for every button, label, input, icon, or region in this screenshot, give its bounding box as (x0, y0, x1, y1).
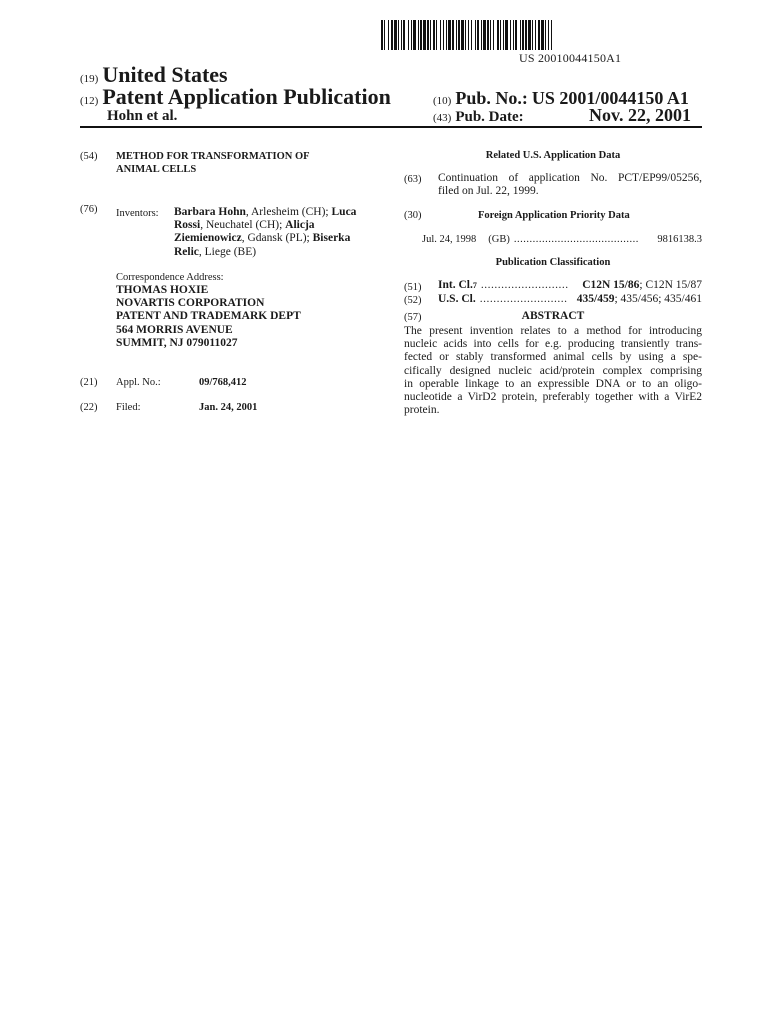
title-line: METHOD FOR TRANSFORMATION OF (116, 151, 310, 162)
abstract-line: fected or stably transformed animal cells by using a spe- (404, 351, 702, 364)
inid-code: (51) (404, 282, 422, 293)
inventor-line (174, 219, 374, 232)
us-cl-secondary: ; 435/456; 435/461 (614, 293, 702, 305)
us-cl-primary: 435/459 (576, 293, 615, 305)
correspondence-address (116, 284, 301, 350)
inid-code: (22) (80, 402, 98, 413)
abstract-heading: ABSTRACT (521, 310, 585, 322)
inventors-label: Inventors: (116, 208, 159, 219)
inventor-name: Ziemienowicz (174, 232, 242, 245)
inid-code: (52) (404, 295, 422, 306)
abstract-line: protein. (404, 404, 440, 417)
abstract-line: cifically designed nucleic acid/protein complex comprising (404, 364, 702, 377)
inventor-short: Hohn et al. (107, 108, 178, 124)
inventor-location: , Liege (BE) (198, 245, 257, 258)
filed-label: Filed: (116, 402, 141, 413)
inid-code: (43) (433, 112, 452, 124)
related-heading: Related U.S. Application Data (485, 150, 621, 161)
address-line: THOMAS HOXIE (116, 284, 209, 296)
pub-number-label: Pub. No.: (455, 88, 528, 108)
appl-no-label: Appl. No.: (116, 377, 161, 388)
doc-type-line (80, 84, 391, 110)
foreign-heading: Foreign Application Priority Data (478, 210, 630, 221)
country-name: United States (102, 62, 228, 87)
foreign-country: (GB) (488, 234, 510, 245)
abstract-line: nucleic acids into cells for e.g. producing transiently trans- (404, 338, 702, 351)
foreign-date: Jul. 24, 1998 (422, 234, 477, 245)
continuation-text (438, 172, 702, 198)
foreign-number: 9816138.3 (657, 234, 702, 245)
inid-code: (54) (80, 151, 98, 162)
inid-code: (30) (404, 210, 422, 221)
barcode-image (381, 20, 701, 50)
address-line: 564 MORRIS AVENUE (116, 323, 233, 336)
int-cl-edition: 7 (472, 281, 477, 290)
inventor-name: Rossi (174, 219, 201, 232)
inventor-line (174, 206, 374, 219)
inventor-name: Luca (331, 206, 357, 218)
barcode-number: US 20010044150A1 (519, 51, 622, 65)
pub-number: US 2001/0044150 A1 (531, 88, 689, 108)
leader-dots: .......................... (480, 279, 569, 291)
foreign-priority-row (422, 233, 702, 246)
leader-dots: ........................................ (513, 234, 639, 245)
address-line: NOVARTIS CORPORATION (116, 297, 265, 310)
abstract-line: The present invention relates to a method for introducing (404, 325, 702, 337)
abstract-line: in operable linkage to an expressible DNA or to an oligo- (404, 377, 702, 390)
inventor-name: Relic (174, 245, 199, 258)
abstract-line: nucleotide a VirD2 protein, preferably together with a VirE2 (404, 391, 702, 404)
pub-date-line (433, 108, 524, 126)
continuation-line: filed on Jul. 22, 1999. (438, 185, 539, 198)
inventor-line (174, 232, 374, 245)
inid-code: (63) (404, 174, 422, 185)
inventor-name: Biserka (312, 232, 351, 245)
pub-date: Nov. 22, 2001 (589, 105, 692, 125)
invention-title (116, 150, 310, 176)
pub-date-label: Pub. Date: (455, 109, 524, 125)
int-cl-label: Int. Cl. (438, 279, 473, 291)
abstract-body (404, 325, 702, 417)
inventor-location: , Neuchatel (CH); (200, 219, 286, 232)
inventor-location: , Gdansk (PL); (241, 232, 313, 245)
us-cl-row (438, 293, 702, 306)
inventors-list (174, 206, 374, 259)
inid-code: (12) (80, 95, 99, 107)
us-cl-label: U.S. Cl. (438, 293, 476, 305)
int-cl-row (438, 279, 702, 292)
inventor-name: Alicja (285, 219, 315, 232)
title-line: ANIMAL CELLS (116, 164, 197, 175)
int-cl-primary: C12N 15/86 (582, 279, 640, 291)
inventor-location: , Arlesheim (CH); (245, 206, 332, 218)
inid-code: (10) (433, 95, 452, 107)
inventor-line (174, 246, 374, 259)
continuation-line: Continuation of application No. PCT/EP99/05256, (438, 172, 702, 184)
filed-date: Jan. 24, 2001 (199, 402, 258, 413)
inid-code: (76) (80, 204, 98, 215)
barcode-bar (552, 20, 553, 50)
doc-type: Patent Application Publication (102, 84, 391, 109)
appl-no: 09/768,412 (199, 377, 247, 388)
inid-code: (57) (404, 312, 422, 323)
inid-code: (19) (80, 73, 99, 85)
header-divider (80, 126, 702, 128)
address-line: SUMMIT, NJ 079011027 (116, 336, 238, 349)
pub-class-heading: Publication Classification (495, 257, 611, 268)
inventor-name: Barbara Hohn (174, 206, 246, 218)
inid-code: (21) (80, 377, 98, 388)
leader-dots: .......................... (479, 293, 568, 305)
address-line: PATENT AND TRADEMARK DEPT (116, 310, 301, 323)
int-cl-secondary: ; C12N 15/87 (639, 279, 702, 291)
correspondence-label: Correspondence Address: (116, 272, 224, 283)
